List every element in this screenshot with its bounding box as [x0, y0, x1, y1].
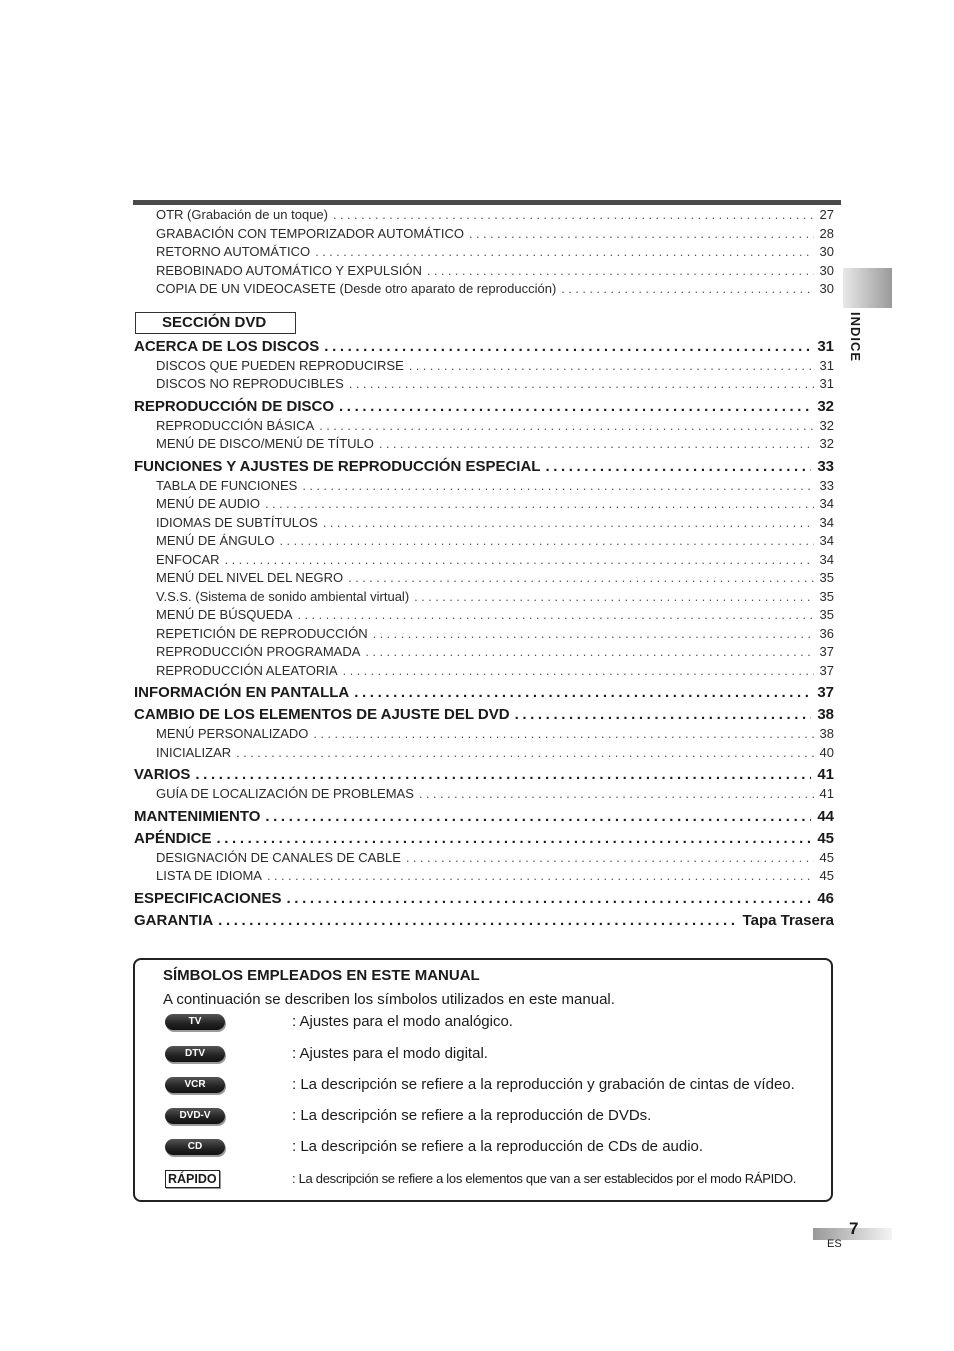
side-index-label-text: INDICE	[848, 312, 863, 363]
toc-entry-page: 32	[817, 397, 834, 415]
toc-entry-page: 34	[819, 533, 834, 548]
toc-entry-page: 32	[819, 436, 834, 451]
toc-leader	[195, 765, 811, 784]
toc-entry-title: APÉNDICE	[134, 829, 212, 847]
toc-entry[interactable]	[156, 477, 834, 496]
toc-entry-title: GUÍA DE LOCALIZACIÓN DE PROBLEMAS	[156, 786, 414, 801]
toc-entry-title: DISCOS QUE PUEDEN REPRODUCIRSE	[156, 357, 404, 373]
toc-leader	[302, 477, 813, 496]
toc-entry-page: 40	[819, 744, 834, 760]
toc-leader	[217, 829, 812, 848]
toc-entry-title: MENÚ DE AUDIO	[156, 496, 261, 511]
symbol-desc: : La descripción se refiere a la reproducción y grabación de cintas de vídeo.	[292, 1076, 795, 1093]
toc-entry-title: ESPECIFICACIONES	[134, 889, 282, 907]
toc-entry-title: COPIA DE UN VIDEOCASETE (Desde otro aparato de reproducción)	[156, 281, 557, 296]
toc-entry-title: DESIGNACIÓN DE CANALES DE CABLE	[156, 849, 401, 865]
symbol-desc: : Ajustes para el modo analógico.	[292, 1013, 513, 1030]
toc-entry[interactable]	[156, 243, 834, 262]
toc-entry-title: ENFOCAR	[156, 551, 220, 567]
toc-entry[interactable]	[156, 435, 834, 454]
toc-entry[interactable]	[156, 625, 834, 644]
toc-entry-page: 34	[819, 496, 834, 511]
toc-entry[interactable]	[156, 643, 834, 662]
toc-entry[interactable]	[156, 417, 834, 436]
toc-entry-title: REBOBINADO AUTOMÁTICO Y EXPULSIÓN	[156, 262, 422, 278]
toc-entry-page: 37	[817, 684, 834, 701]
toc-entry-page: 31	[819, 357, 834, 373]
toc-entry[interactable]	[156, 785, 834, 804]
toc-entry[interactable]	[134, 705, 834, 724]
toc-entry-title: ACERCA DE LOS DISCOS	[134, 337, 320, 355]
toc-entry[interactable]	[156, 514, 834, 533]
toc-leader	[313, 725, 813, 744]
page-language: ES	[827, 1238, 842, 1250]
symbol-desc: : Ajustes para el modo digital.	[292, 1045, 488, 1062]
toc-entry[interactable]	[156, 867, 834, 886]
symbol-desc: : La descripción se refiere a la reproducción de DVDs.	[292, 1107, 652, 1124]
toc-entry-title: REPRODUCCIÓN BÁSICA	[156, 417, 315, 433]
toc-entry-page: 31	[817, 337, 834, 355]
toc-entry-title: OTR (Grabación de un toque)	[156, 207, 328, 222]
toc-entry[interactable]	[156, 849, 834, 868]
toc-entry-title: VARIOS	[134, 766, 191, 783]
toc-entry-title: MENÚ DE DISCO/MENÚ DE TÍTULO	[156, 436, 374, 451]
dvd-toc-list	[134, 337, 834, 930]
toc-entry-title: INFORMACIÓN EN PANTALLA	[134, 684, 350, 701]
symbols-intro: A continuación se describen los símbolos utilizados en este manual.	[163, 991, 615, 1008]
toc-entry-page: 30	[819, 244, 834, 259]
toc-entry[interactable]	[134, 807, 834, 826]
toc-leader	[333, 206, 814, 225]
side-index-tab	[843, 268, 892, 308]
toc-leader	[409, 357, 814, 376]
toc-entry-title: LISTA DE IDIOMA	[156, 868, 262, 883]
toc-entry-title: GRABACIÓN CON TEMPORIZADOR AUTOMÁTICO	[156, 225, 464, 241]
toc-entry-title: TABLA DE FUNCIONES	[156, 477, 298, 493]
toc-entry-title: V.S.S. (Sistema de sonido ambiental virtual)	[156, 588, 410, 604]
toc-entry-page: 27	[819, 207, 834, 222]
toc-entry[interactable]	[134, 337, 834, 356]
toc-entry[interactable]	[156, 588, 834, 607]
toc-entry-page: 36	[819, 625, 834, 641]
toc-leader	[515, 705, 812, 724]
toc-entry-page: 32	[819, 417, 834, 433]
toc-entry-page: 34	[819, 551, 834, 567]
toc-entry-title: CAMBIO DE LOS ELEMENTOS DE AJUSTE DEL DVD	[134, 706, 510, 723]
toc-entry-title: MANTENIMIENTO	[134, 807, 261, 825]
toc-entry-title: REPETICIÓN DE REPRODUCCIÓN	[156, 625, 368, 641]
toc-entry[interactable]	[156, 206, 834, 225]
toc-entry[interactable]	[156, 375, 834, 394]
toc-entry-page: 41	[817, 766, 834, 783]
cd-badge: CD	[165, 1139, 225, 1155]
toc-leader	[414, 588, 813, 607]
toc-leader	[267, 867, 814, 886]
toc-entry[interactable]	[156, 262, 834, 281]
toc-entry[interactable]	[156, 744, 834, 763]
toc-entry-page: 30	[819, 262, 834, 278]
toc-leader	[349, 375, 814, 394]
toc-entry-page: Tapa Trasera	[742, 911, 834, 929]
toc-entry-title: MENÚ DEL NIVEL DEL NEGRO	[156, 570, 344, 585]
toc-leader	[419, 785, 814, 804]
toc-leader	[236, 744, 813, 763]
toc-entry[interactable]	[156, 532, 834, 551]
tv-badge: TV	[165, 1014, 225, 1030]
toc-entry-title: FUNCIONES Y AJUSTES DE REPRODUCCIÓN ESPECIAL	[134, 457, 541, 475]
vcr-badge: VCR	[165, 1077, 225, 1093]
toc-entry-page: 33	[819, 477, 834, 493]
toc-leader	[319, 417, 813, 436]
toc-leader	[348, 569, 813, 588]
toc-entry-title: REPRODUCCIÓN PROGRAMADA	[156, 644, 361, 659]
toc-leader	[265, 495, 814, 514]
rapido-badge: RÁPIDO	[165, 1170, 220, 1188]
toc-entry-page: 46	[817, 889, 834, 907]
toc-entry[interactable]	[156, 280, 834, 299]
toc-entry[interactable]	[156, 495, 834, 514]
toc-entry[interactable]	[156, 725, 834, 744]
toc-leader	[561, 280, 813, 299]
toc-entry[interactable]	[156, 551, 834, 570]
toc-entry-page: 31	[819, 376, 834, 391]
toc-entry-page: 41	[819, 786, 834, 801]
symbol-desc: : La descripción se refiere a los elementos que van a ser establecidos por el modo RÁPIDO.	[292, 1171, 797, 1186]
toc-leader	[265, 807, 811, 826]
toc-leader	[379, 435, 814, 454]
toc-entry-page: 37	[819, 644, 834, 659]
toc-leader	[427, 262, 814, 281]
toc-entry[interactable]	[156, 662, 834, 681]
toc-entry-page: 34	[819, 514, 834, 530]
symbols-title: SÍMBOLOS EMPLEADOS EN ESTE MANUAL	[163, 967, 480, 984]
toc-leader	[545, 457, 811, 476]
toc-entry-title: REPRODUCCIÓN ALEATORIA	[156, 662, 338, 678]
toc-entry-page: 35	[819, 588, 834, 604]
toc-entry-title: MENÚ DE ÁNGULO	[156, 533, 275, 548]
toc-entry[interactable]	[134, 397, 834, 416]
toc-leader	[469, 225, 814, 244]
toc-entry[interactable]	[134, 889, 834, 908]
side-index-label	[848, 312, 874, 368]
toc-leader	[324, 337, 811, 356]
toc-leader	[365, 643, 813, 662]
toc-entry[interactable]	[134, 683, 834, 702]
toc-leader	[218, 911, 736, 930]
toc-entry-title: MENÚ DE BÚSQUEDA	[156, 607, 293, 622]
toc-entry[interactable]	[156, 606, 834, 625]
section-label-dvd: SECCIÓN DVD	[135, 312, 296, 334]
toc-leader	[323, 514, 814, 533]
toc-leader	[406, 849, 814, 868]
symbol-desc: : La descripción se refiere a la reproducción de CDs de audio.	[292, 1138, 704, 1155]
toc-entry-title: DISCOS NO REPRODUCIBLES	[156, 376, 344, 391]
toc-entry-page: 30	[819, 281, 834, 296]
toc-entry[interactable]	[156, 569, 834, 588]
toc-entry-page: 38	[817, 706, 834, 723]
toc-leader	[373, 625, 814, 644]
toc-entry-page: 35	[819, 570, 834, 585]
toc-entry[interactable]	[156, 225, 834, 244]
toc-leader	[354, 683, 811, 702]
toc-entry[interactable]	[134, 765, 834, 784]
top-rule	[133, 200, 841, 205]
toc-entry-title: IDIOMAS DE SUBTÍTULOS	[156, 514, 318, 530]
dtv-badge: DTV	[165, 1046, 225, 1062]
toc-leader	[343, 662, 814, 681]
toc-leader	[298, 606, 814, 625]
toc-entry[interactable]	[134, 829, 834, 848]
toc-entry-page: 28	[819, 225, 834, 241]
toc-entry-page: 45	[819, 868, 834, 883]
toc-entry-title: GARANTIA	[134, 911, 214, 929]
symbols-legend-box	[133, 958, 833, 1202]
toc-leader	[225, 551, 814, 570]
toc-entry-page: 38	[819, 726, 834, 741]
toc-entry-title: RETORNO AUTOMÁTICO	[156, 244, 311, 259]
toc-entry-title: REPRODUCCIÓN DE DISCO	[134, 397, 335, 415]
toc-leader	[287, 889, 812, 908]
toc-entry[interactable]	[156, 357, 834, 376]
table-of-contents	[134, 206, 834, 931]
toc-entry[interactable]	[134, 457, 834, 476]
page-number: 7	[849, 1219, 859, 1238]
toc-entry-page: 44	[817, 807, 834, 825]
toc-entry-title: MENÚ PERSONALIZADO	[156, 726, 309, 741]
toc-entry[interactable]	[134, 911, 834, 930]
toc-entry-page: 35	[819, 607, 834, 622]
toc-entry-page: 45	[817, 829, 834, 847]
toc-entry-page: 45	[819, 849, 834, 865]
toc-entry-title: INICIALIZAR	[156, 744, 232, 760]
toc-leader	[315, 243, 813, 262]
toc-entry-page: 37	[819, 662, 834, 678]
toc-leader	[339, 397, 811, 416]
dvd-v-badge: DVD-V	[165, 1108, 225, 1124]
toc-leader	[279, 532, 813, 551]
toc-entry-page: 33	[817, 457, 834, 475]
